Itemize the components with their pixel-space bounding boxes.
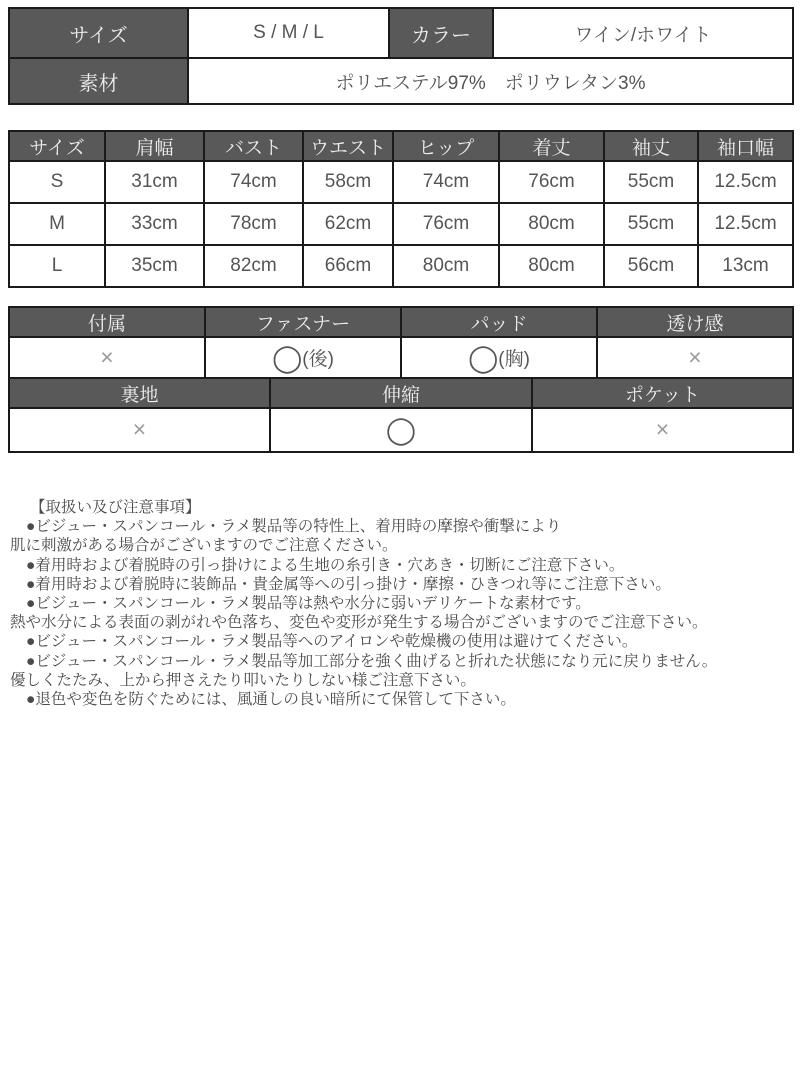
spec-header-pad: パッド [401,307,597,337]
col-header-cuff: 袖口幅 [698,131,793,161]
cross-icon: × [132,416,147,442]
cross-icon: × [688,343,702,370]
col-header-waist: ウエスト [303,131,393,161]
col-header-hip: ヒップ [393,131,499,161]
size-cell: 55cm [604,161,698,203]
size-cell: 80cm [499,203,604,245]
size-cell: M [9,203,105,245]
care-note-line: ●退色や変色を防ぐためには、風通しの良い暗所にて保管して下さい。 [26,691,516,709]
col-header-shoulder: 肩幅 [105,131,204,161]
size-cell: 33cm [105,203,204,245]
care-note-line: 優しくたたみ、上から押さえたり叩いたりしない様ご注意下さい。 [10,671,476,689]
spec-table-bottom [8,377,794,453]
spec-header-accessory: 付属 [9,307,205,337]
size-cell: 35cm [105,245,204,287]
spec-header-row-1 [9,307,793,337]
size-cell: 12.5cm [698,161,793,203]
size-label-header: サイズ [9,8,188,58]
size-row-s [9,161,793,203]
size-value-cell: S / M / L [188,8,389,58]
spec-header-stretch: 伸縮 [270,378,532,408]
size-cell: 74cm [204,161,303,203]
spec-value-fastener: ◯(後) [205,337,401,378]
spec-value-lining [9,408,270,452]
size-cell: 12.5cm [698,203,793,245]
care-note-line: 肌に刺激がある場合がございますのでご注意ください。 [10,537,398,555]
care-note-line: ●ビジュー・スパンコール・ラメ製品等加工部分を強く曲げると折れた状態になり元に戻りません。 [26,652,718,670]
size-cell: S [9,161,105,203]
col-header-length: 着丈 [499,131,604,161]
size-cell: 66cm [303,245,393,287]
care-note-line: ●ビジュー・スパンコール・ラメ製品等の特性上、着用時の摩擦や衝撃により [26,518,562,536]
size-cell: 13cm [698,245,793,287]
material-label-header: 素材 [9,58,188,104]
spec-table-top [8,306,794,379]
spec-value-accessory [9,337,205,378]
spec-header-pocket: ポケット [532,378,793,408]
spec-value-row-1 [9,337,793,378]
care-note-line: ●ビジュー・スパンコール・ラメ製品等は熱や水分に弱いデリケートな素材です。 [26,595,591,613]
size-cell: 58cm [303,161,393,203]
spec-value-row-2 [9,408,793,452]
size-cell: 80cm [499,245,604,287]
spec-value-pad: ◯(胸) [401,337,597,378]
circle-icon: ◯ [385,414,417,445]
spec-value-pocket [532,408,793,452]
color-label-header: カラー [389,8,493,58]
product-info-table [8,7,794,105]
care-notes-title: 【取扱い及び注意事項】 [30,499,201,516]
material-value-cell: ポリエステル97% ポリウレタン3% [188,58,793,104]
size-cell: 56cm [604,245,698,287]
care-note-line: ●ビジュー・スパンコール・ラメ製品等へのアイロンや乾燥機の使用は避けてください。 [26,633,638,651]
spec-value-sheerness [597,337,793,378]
size-cell: 62cm [303,203,393,245]
size-cell: 78cm [204,203,303,245]
size-chart-header-row [9,131,793,161]
spec-header-lining: 裏地 [9,378,270,408]
size-cell: 55cm [604,203,698,245]
circle-icon: ◯ [468,342,499,373]
size-cell: 76cm [393,203,499,245]
spec-value-stretch [270,408,532,452]
care-notes [10,498,796,709]
spec-header-sheerness: 透け感 [597,307,793,337]
size-cell: 80cm [393,245,499,287]
size-cell: 74cm [393,161,499,203]
col-header-sleeve: 袖丈 [604,131,698,161]
cross-icon: × [655,416,670,442]
care-note-line: ●着用時および着脱時の引っ掛けによる生地の糸引き・穴あき・切断にご注意下さい。 [26,556,625,574]
circle-icon: ◯ [272,342,303,373]
care-note-line: ●着用時および着脱時に装飾品・貴金属等への引っ掛け・摩擦・ひきつれ等にご注意下さい。 [26,575,671,593]
col-header-size: サイズ [9,131,105,161]
size-cell: 31cm [105,161,204,203]
spec-header-row-2 [9,378,793,408]
col-header-bust: バスト [204,131,303,161]
size-cell: 82cm [204,245,303,287]
care-note-line: 熱や水分による表面の剥がれや色落ち、変色や変形が発生する場合がございますのでご注意下さい。 [10,614,708,632]
size-cell: L [9,245,105,287]
color-value-cell: ワイン/ホワイト [493,8,793,58]
size-row-m [9,203,793,245]
cross-icon: × [100,343,114,370]
size-row-l [9,245,793,287]
size-cell: 76cm [499,161,604,203]
spec-header-fastener: ファスナー [205,307,401,337]
size-chart-table [8,130,794,288]
